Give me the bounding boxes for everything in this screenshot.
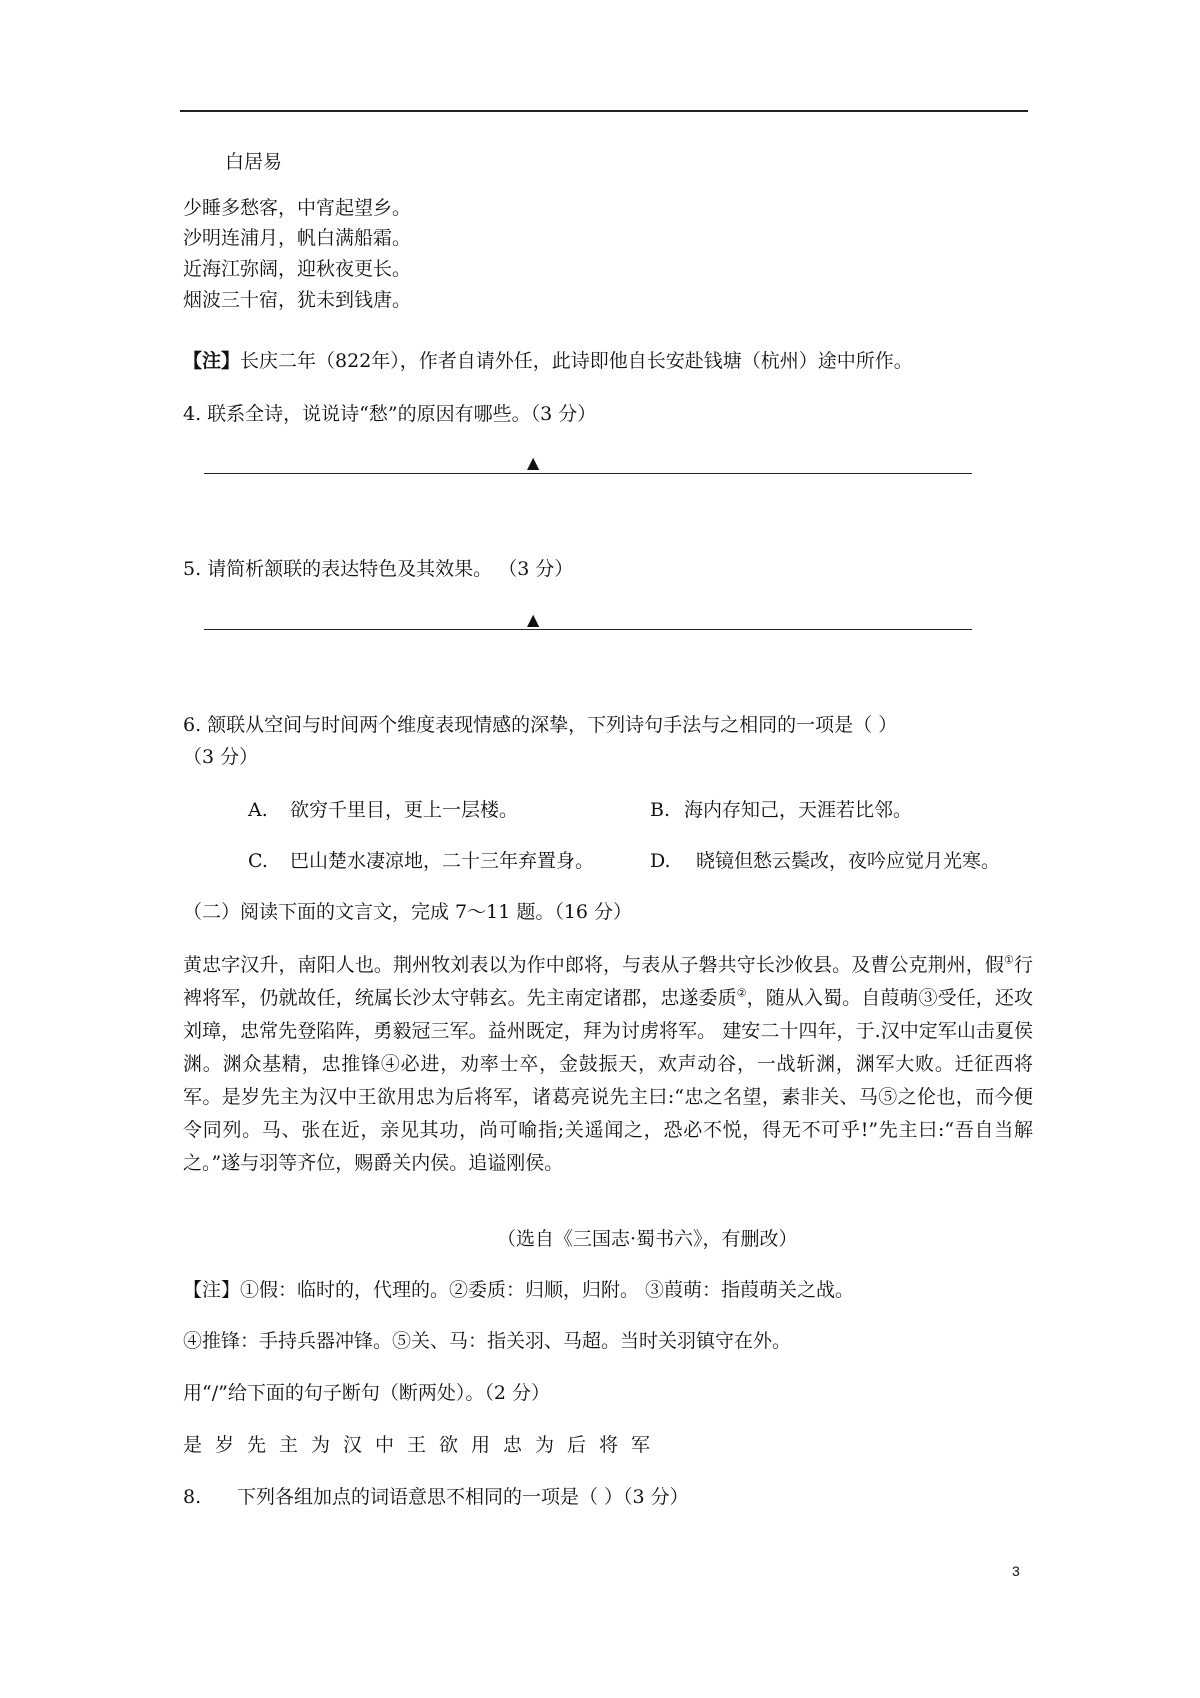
option-c-key[interactable]: C.: [248, 850, 268, 872]
question-7-sentence[interactable]: 是岁先主为汉中王欲用忠为后将军: [183, 1434, 664, 1456]
question-5: 5. 请简析颔联的表达特色及其效果。 （3 分）: [183, 558, 574, 580]
option-b-key[interactable]: B.: [650, 799, 671, 821]
question-7: 用“/”给下面的句子断句（断两处）。（2 分）: [183, 1382, 550, 1404]
footnote-marker-1: ①: [1004, 953, 1014, 967]
option-c-text: 巴山楚水凄凉地，二十三年弃置身。: [290, 850, 595, 872]
option-b-text: 海内存知己，天涯若比邻。: [684, 799, 913, 821]
section-2-heading: （二）阅读下面的文言文，完成 7～11 题。（16 分）: [183, 901, 633, 923]
poem-line-1: 少睡多愁客，中宵起望乡。: [183, 197, 412, 219]
question-4: 4. 联系全诗，说说诗“愁”的原因有哪些。（3 分）: [183, 403, 597, 425]
option-d-text: 晓镜但愁云鬓改，夜吟应觉月光寒。: [696, 850, 1001, 872]
header-rule: [180, 110, 1028, 112]
passage-source: （选自《三国志·蜀书六》，有删改）: [497, 1228, 798, 1250]
page-number: 3: [1012, 1563, 1020, 1579]
answer-marker-triangle-icon: ▲: [527, 453, 540, 472]
classical-passage: [183, 949, 1033, 1180]
passage-part-3: ，随从入蜀。自葭萌③受任，还攻刘璋，忠常先登陷阵，勇毅冠三军。益州既定，拜为讨虏将军。 建安二十四年，于.汉中定军山击夏侯渊。渊众基精，忠推锋④必进，劝率士卒，金鼓振天，欢声动谷，一战斩渊，渊军大败。迁征西将军。是岁先主为汉中王欲用忠为后将军，诸葛亮说先主曰:“忠之名望，素非关、马⑤之伦也，而今便令同列。马、张在近，亲见其功，尚可喻指;关遥闻之，恐必不悦，得无不可乎!”先主曰:“吾自当解之。”遂与羽等齐位，赐爵关内侯。追谥刚侯。: [183, 987, 1033, 1174]
answer-line-q4[interactable]: [204, 473, 972, 474]
option-a-text: 欲穷千里目，更上一层楼。: [290, 799, 519, 821]
answer-marker-triangle-icon: ▲: [527, 610, 540, 629]
poem-line-2: 沙明连浦月，帆白满船霜。: [183, 227, 412, 249]
passage-note-1: 【注】①假：临时的，代理的。②委质：归顺，归附。 ③葭萌：指葭萌关之战。: [183, 1279, 855, 1301]
passage-note-2: ④推锋：手持兵器冲锋。⑤关、马：指关羽、马超。当时关羽镇守在外。: [183, 1330, 792, 1352]
question-6: 6. 颔联从空间与时间两个维度表现情感的深挚，下列诗句手法与之相同的一项是（ ）: [183, 714, 898, 736]
poem-note-text: 长庆二年（822年），作者自请外任，此诗即他自长安赴钱塘（杭州）途中所作。: [240, 350, 913, 372]
poem-line-4: 烟波三十宿，犹未到钱唐。: [183, 289, 412, 311]
option-a-key[interactable]: A.: [248, 799, 268, 821]
question-6-score: （3 分）: [183, 746, 259, 768]
question-8-number: 8.: [183, 1486, 202, 1508]
poem-note: [183, 352, 913, 371]
passage-part-2: 行裨将军，仍就故任，统属长沙太守韩玄。先主南定诸郡，忠遂委质: [183, 954, 1033, 1009]
option-d-key[interactable]: D.: [650, 850, 671, 872]
poem-note-label: 【注】: [183, 350, 241, 372]
passage-part-1: 黄忠字汉升，南阳人也。荆州牧刘表以为作中郎将，与表从子磐共守长沙攸县。及曹公克荆州，假: [183, 954, 1005, 976]
footnote-marker-2: ②: [736, 986, 747, 1000]
question-8: 下列各组加点的词语意思不相同的一项是（ ）（3 分）: [237, 1486, 689, 1508]
poem-line-3: 近海江弥阔，迎秋夜更长。: [183, 258, 412, 280]
poem-author: 白居易: [225, 151, 283, 173]
answer-line-q5[interactable]: [204, 629, 972, 630]
